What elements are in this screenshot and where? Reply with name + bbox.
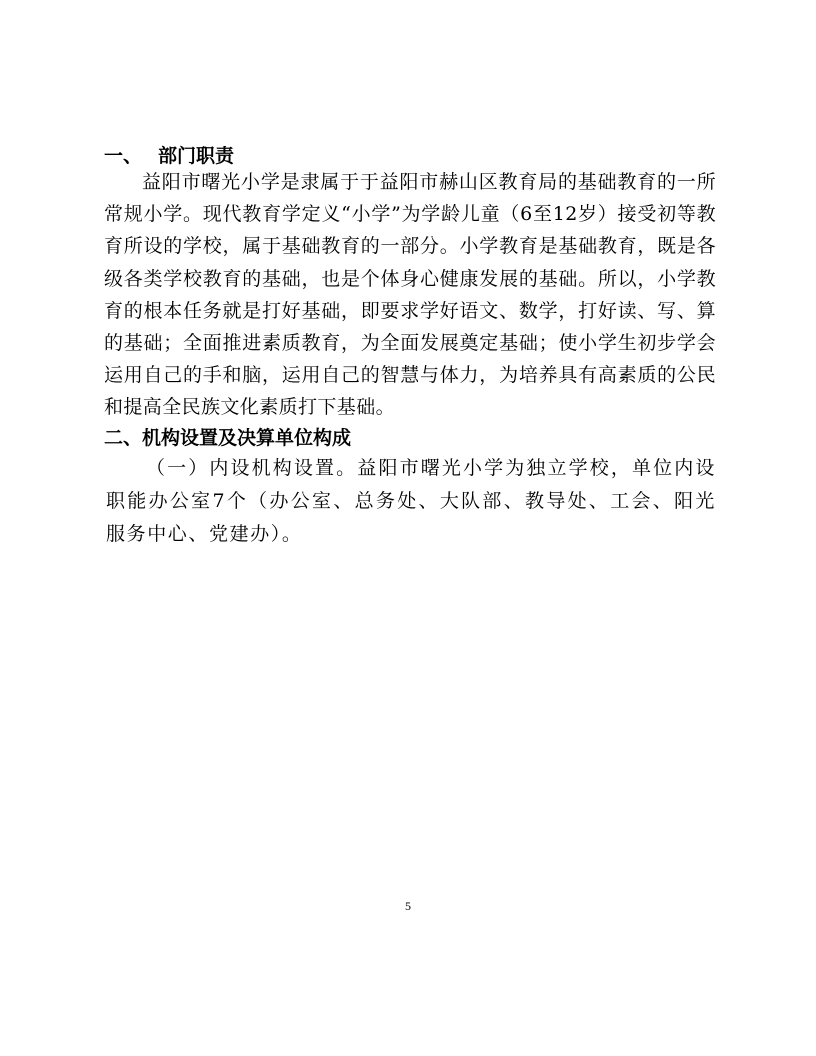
section-1-heading: [104, 144, 234, 168]
section-1-number: 一、: [104, 145, 143, 167]
section-2-heading: 二、机构设置及决算单位构成: [104, 427, 352, 449]
section-1-paragraph: 益阳市曙光小学是隶属于于益阳市赫山区教育局的基础教育的一所常规小学。现代教育学定义“小学”为学龄儿童（6至12岁）接受初等教育所设的学校，属于基础教育的一部分。小学教育是基础教育，既是各级各类学校教育的基础，也是个体身心健康发展的基础。所以，小学教育的根本任务就是打好基础，即要求学好语文、数学，打好读、写、算的基础；全面推进素质教育，为全面发展奠定基础；使小学生初步学会运用自己的手和脑，运用自己的智慧与体力，为培养具有高素质的公民和提高全民族文化素质打下基础。: [104, 171, 716, 419]
section-1-title: 部门职责: [158, 145, 235, 167]
page-number: 5: [405, 899, 411, 913]
section-2-paragraph: （一）内设机构设置。益阳市曙光小学为独立学校，单位内设职能办公室7个（办公室、总务处、大队部、教导处、工会、阳光服务中心、党建办）。: [106, 457, 716, 545]
